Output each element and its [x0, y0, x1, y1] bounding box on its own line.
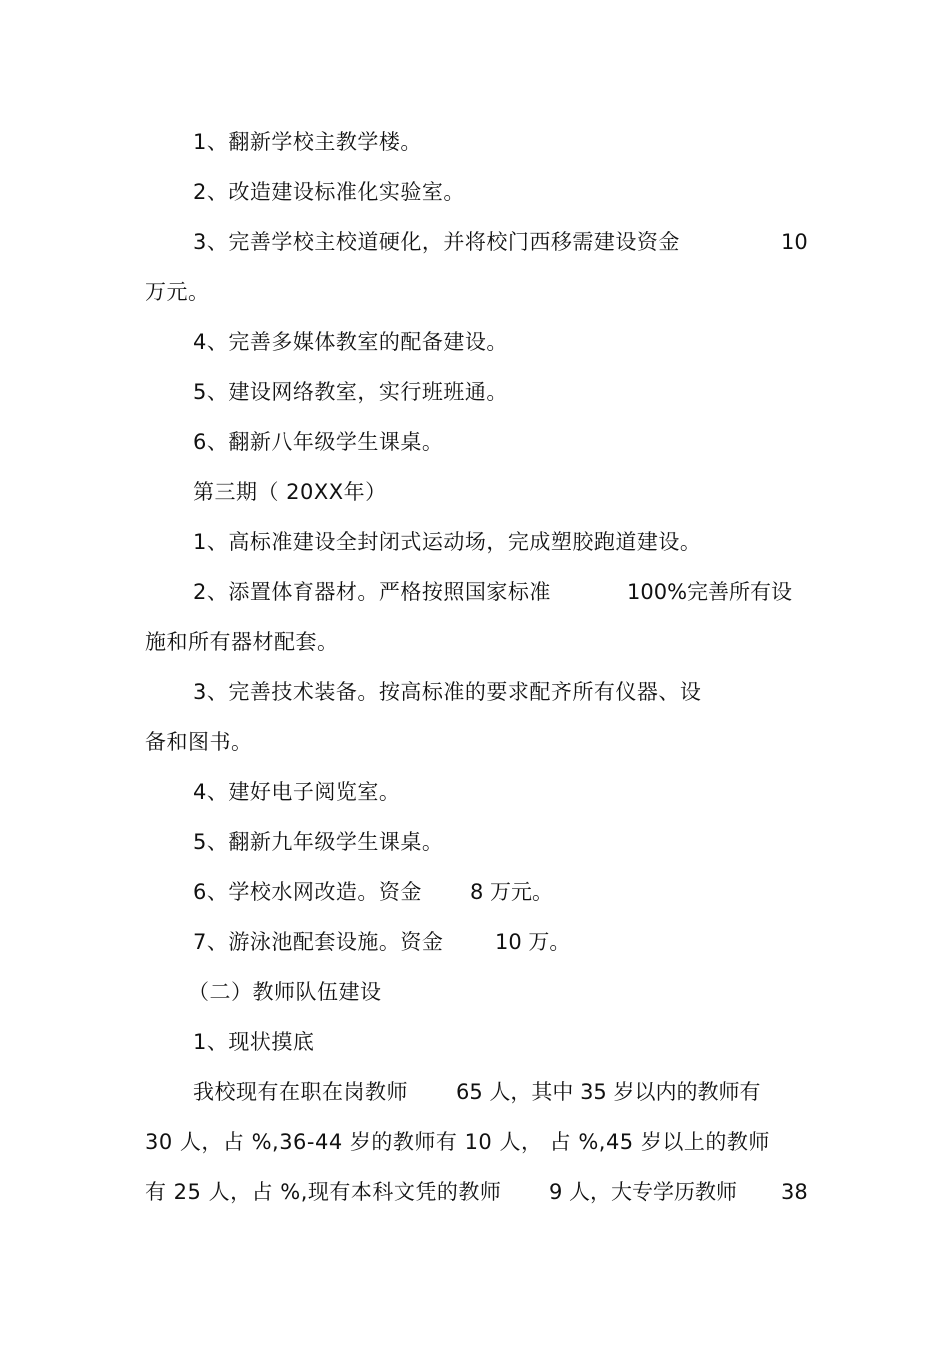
section-heading: （二）教师队伍建设 — [188, 980, 382, 1004]
text-fragment: 10 万。 — [495, 930, 571, 954]
text-fragment: 8 万元。 — [470, 880, 554, 904]
text-line: 1、高标准建设全封闭式运动场，完成塑胶跑道建设。 — [193, 530, 702, 554]
text-fragment: 10 — [781, 230, 808, 254]
text-fragment: 9 人，大专学历教师 — [549, 1180, 738, 1204]
text-line: 1、现状摸底 — [193, 1030, 315, 1054]
text-line: 5、翻新九年级学生课桌。 — [193, 830, 444, 854]
text-line: 万元。 — [145, 280, 210, 304]
section-heading: 第三期（ 20XX年） — [193, 480, 387, 504]
text-line: 3、完善技术装备。按高标准的要求配齐所有仪器、设 — [193, 680, 702, 704]
text-line: 6、翻新八年级学生课桌。 — [193, 430, 444, 454]
text-line: 7、游泳池配套设施。资金 — [193, 930, 444, 954]
text-line: 2、添置体育器材。严格按照国家标准 — [193, 580, 551, 604]
text-line: 2、改造建设标准化实验室。 — [193, 180, 465, 204]
text-line: 我校现有在职在岗教师 — [193, 1080, 408, 1104]
text-fragment: 100%完善所有设 — [627, 580, 793, 604]
text-line: 施和所有器材配套。 — [145, 630, 339, 654]
text-line: 备和图书。 — [145, 730, 253, 754]
text-line: 3、完善学校主校道硬化，并将校门西移需建设资金 — [193, 230, 680, 254]
text-fragment: 65 人，其中 35 岁以内的教师有 — [456, 1080, 761, 1104]
text-line: 1、翻新学校主教学楼。 — [193, 130, 422, 154]
text-line: 4、完善多媒体教室的配备建设。 — [193, 330, 508, 354]
text-fragment: 38 — [781, 1180, 808, 1204]
text-line: 有 25 人，占 %,现有本科文凭的教师 — [145, 1180, 502, 1204]
text-line: 6、学校水网改造。资金 — [193, 880, 422, 904]
text-line: 5、建设网络教室，实行班班通。 — [193, 380, 508, 404]
text-line: 30 人，占 %,36-44 岁的教师有 10 人， 占 %,45 岁以上的教师 — [145, 1130, 770, 1154]
text-line: 4、建好电子阅览室。 — [193, 780, 401, 804]
